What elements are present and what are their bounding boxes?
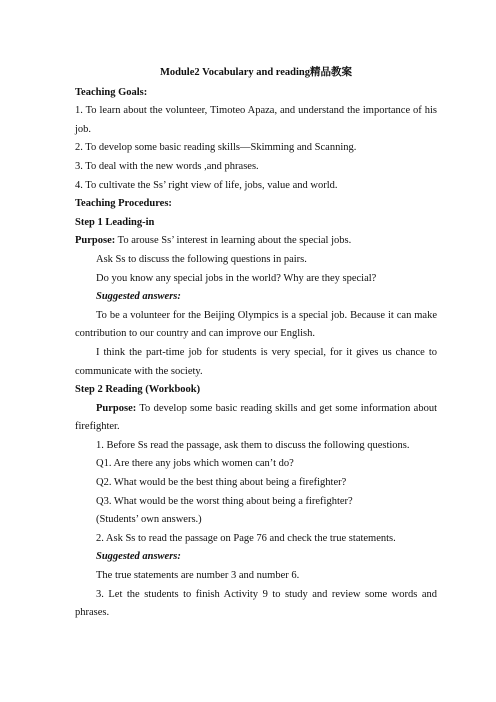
step1-line: Ask Ss to discuss the following questions in pairs.	[96, 253, 307, 265]
step1-answer: I think the part-time job for students is very special, for it gives us chance to communicate with the society.	[75, 346, 437, 377]
document-title: Module2 Vocabulary and reading精品教案	[159, 67, 353, 78]
step1-answer: To be a volunteer for the Beijing Olympics is a special job. Because it can make contribution to our country and can improve our English.	[75, 309, 437, 340]
step1-purpose	[75, 232, 437, 251]
step2-line: Q1. Are there any jobs which women can’t do?	[96, 458, 294, 470]
step1-suggested-label: Suggested answers:	[96, 291, 181, 303]
goal-item: 1. To learn about the volunteer, Timoteo Apaza, and understand the importance of his job.	[75, 105, 437, 135]
teaching-goals-heading: Teaching Goals:	[75, 86, 148, 98]
purpose-label: Purpose:	[75, 235, 116, 247]
purpose-label: Purpose:	[96, 402, 137, 414]
goal-item: 4. To cultivate the Ss’ right view of life, jobs, value and world.	[75, 179, 338, 191]
step2-line: 2. Ask Ss to read the passage on Page 76 and check the true statements.	[96, 532, 396, 544]
step2-activity: 3. Let the students to finish Activity 9 to study and review some words and phrases.	[75, 588, 437, 619]
step1-heading: Step 1 Leading-in	[75, 216, 155, 228]
step1-line: Do you know any special jobs in the world? Why are they special?	[96, 272, 377, 284]
step2-heading: Step 2 Reading (Workbook)	[75, 384, 201, 396]
purpose-text: To arouse Ss’ interest in learning about the special jobs.	[115, 235, 352, 247]
step2-line: 1. Before Ss read the passage, ask them to discuss the following questions.	[96, 439, 410, 451]
step2-purpose	[75, 400, 437, 437]
step2-line: Q2. What would be the best thing about being a firefighter?	[96, 477, 347, 489]
procedures-heading: Teaching Procedures:	[75, 198, 172, 210]
goal-item: 2. To develop some basic reading skills—Skimming and Scanning.	[75, 142, 357, 154]
step2-line: Q3. What would be the worst thing about being a firefighter?	[96, 495, 353, 507]
step2-answer: The true statements are number 3 and number 6.	[96, 570, 300, 582]
step2-suggested-label: Suggested answers:	[96, 551, 181, 563]
goal-item: 3. To deal with the new words ,and phrases.	[75, 160, 259, 172]
step2-line: (Students’ own answers.)	[96, 514, 202, 526]
purpose-text: To develop some basic reading skills and get some information about firefighter.	[75, 402, 437, 433]
